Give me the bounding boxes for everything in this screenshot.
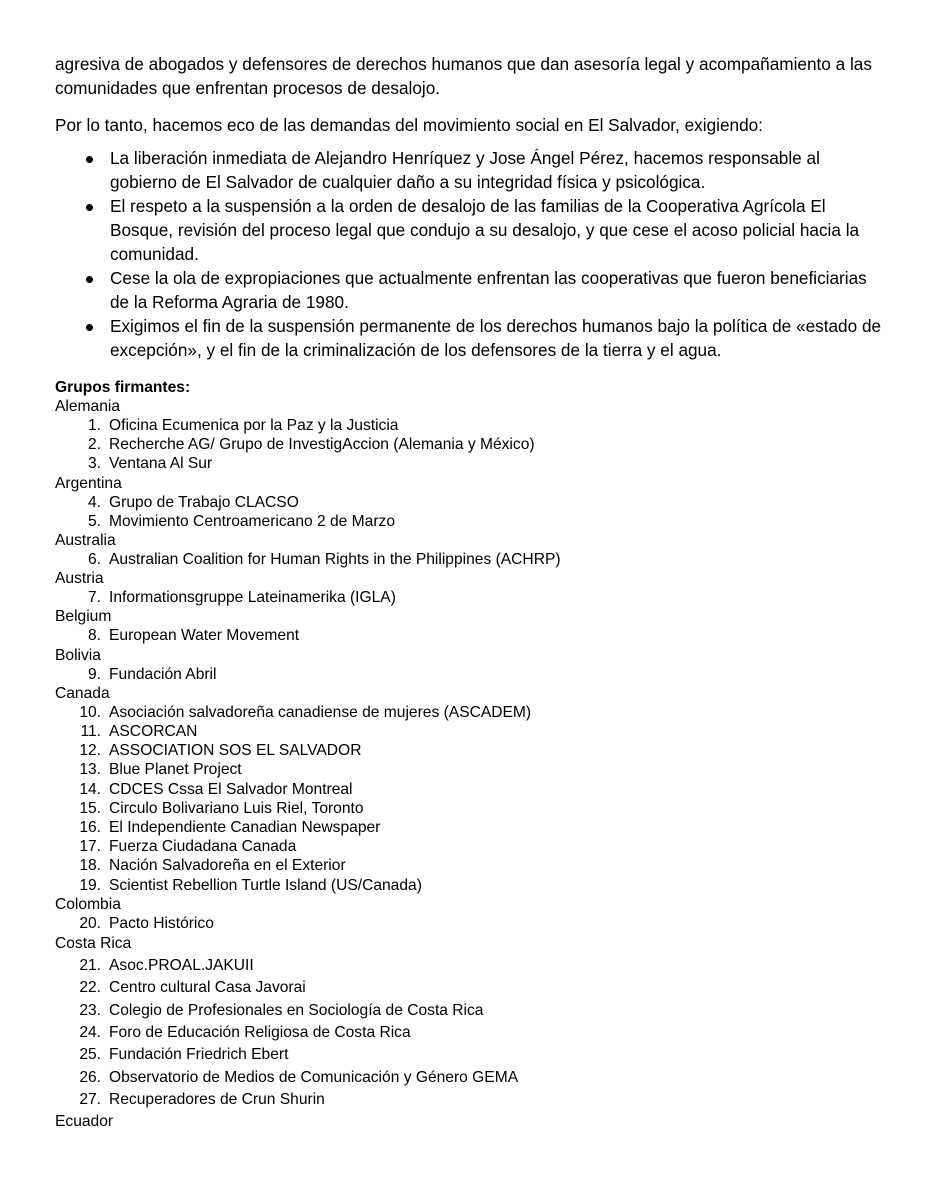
demand-item [55,266,885,314]
country-block [55,397,885,474]
org-item [55,914,885,933]
country-block [55,1111,885,1133]
org-name: Circulo Bolivariano Luis Riel, Toronto [109,799,364,817]
org-name: Nación Salvadoreña en el Exterior [109,857,346,875]
org-item [55,588,885,607]
org-number: 16. [79,819,101,837]
org-number: 6. [87,551,101,569]
org-item [55,1089,885,1111]
org-list [55,550,885,569]
org-name: Centro cultural Casa Javorai [109,979,306,997]
org-name: Observatorio de Medios de Comunicación y Género GEMA [109,1068,519,1086]
org-name: ASCORCAN [109,723,198,741]
bullet-icon [86,276,93,283]
org-number: 13. [79,761,101,779]
demand-text: El respeto a la suspensión a la orden de desalojo de las familias de la Cooperativa Agrícola El Bosque, revisión del proceso legal que condujo a su desalojo, y que cese el acoso policial hacia la comunidad. [110,196,860,264]
demand-text: La liberación inmediata de Alejandro Henríquez y Jose Ángel Pérez, hacemos responsable al gobierno de El Salvador de cualquier daño a su integridad física y psicológica. [110,148,820,192]
org-item [55,665,885,684]
org-item [55,856,885,875]
country-heading: Ecuador [55,1113,114,1131]
signatories-list [55,397,885,1133]
bullet-icon [86,324,93,331]
org-name: European Water Movement [109,627,300,645]
org-name: Asociación salvadoreña canadiense de mujeres (ASCADEM) [109,703,532,721]
demand-item [55,194,885,266]
org-item [55,435,885,454]
org-item [55,1044,885,1066]
country-block [55,531,885,569]
org-item [55,955,885,977]
org-number: 14. [79,780,101,798]
country-heading: Belgium [55,608,112,626]
org-item [55,454,885,473]
org-number: 10. [79,703,101,721]
country-block [55,607,885,645]
org-number: 26. [79,1068,101,1086]
org-item [55,493,885,512]
org-item [55,512,885,531]
country-heading: Alemania [55,398,121,415]
org-name: Colegio de Profesionales en Sociología de Costa Rica [109,1001,484,1019]
country-heading: Colombia [55,895,121,913]
org-number: 18. [79,857,101,875]
org-number: 4. [87,493,101,511]
org-name: Fuerza Ciudadana Canada [109,838,297,856]
org-name: Recuperadores de Crun Shurin [109,1090,325,1108]
org-list [55,955,885,1111]
country-heading: Australia [55,532,116,550]
org-number: 21. [79,957,101,975]
org-name: Fundación Abril [109,665,217,683]
org-number: 22. [79,979,101,997]
org-number: 24. [79,1023,101,1041]
org-name: Asoc.PROAL.JAKUII [109,957,254,975]
lead-paragraph: Por lo tanto, hacemos eco de las demandas del movimiento social en El Salvador, exigiendo: [55,115,763,135]
org-list [55,914,885,933]
country-heading: Austria [55,570,104,588]
demand-text: Cese la ola de expropiaciones que actualmente enfrentan las cooperativas que fueron beneficiarias de la Reforma Agraria de 1980. [110,268,867,312]
org-item [55,416,885,435]
org-number: 15. [79,799,101,817]
org-item [55,977,885,999]
org-item [55,818,885,837]
org-item [55,1067,885,1089]
country-heading: Bolivia [55,646,101,664]
org-number: 1. [87,417,101,434]
org-name: Recherche AG/ Grupo de InvestigAccion (Alemania y México) [109,436,535,454]
org-list [55,588,885,607]
org-item [55,703,885,722]
org-item [55,550,885,569]
org-name: Informationsgruppe Lateinamerika (IGLA) [109,589,396,607]
org-name: Grupo de Trabajo CLACSO [109,493,299,511]
org-item [55,799,885,818]
country-heading: Canada [55,684,110,702]
demand-item [55,314,885,362]
country-heading: Costa Rica [55,935,132,953]
org-list [55,703,885,895]
org-name: Fundación Friedrich Ebert [109,1046,289,1064]
org-item [55,760,885,779]
org-item [55,837,885,856]
org-name: Ventana Al Sur [109,455,213,473]
org-number: 7. [87,589,101,607]
document-page [55,52,885,1133]
bullet-icon [86,204,93,211]
org-list [55,493,885,531]
org-number: 19. [79,876,101,894]
org-name: Movimiento Centroamericano 2 de Marzo [109,512,396,530]
org-number: 25. [79,1046,101,1064]
signatories-heading: Grupos firmantes: [55,379,191,396]
org-number: 20. [79,914,101,932]
org-item [55,722,885,741]
org-number: 12. [79,742,101,760]
org-name: CDCES Cssa El Salvador Montreal [109,780,353,798]
org-number: 17. [79,838,101,856]
org-name: Blue Planet Project [109,761,242,779]
org-item [55,876,885,895]
country-block [55,646,885,684]
org-item [55,780,885,799]
org-number: 11. [80,723,101,741]
org-list [55,665,885,684]
intro-paragraph: agresiva de abogados y defensores de derechos humanos que dan asesoría legal y acompañamiento a las comunidades que enfrentan procesos de desalojo. [55,54,872,98]
org-number: 3. [87,455,101,473]
org-name: El Independiente Canadian Newspaper [109,819,381,837]
org-name: Scientist Rebellion Turtle Island (US/Canada) [109,876,422,894]
country-block [55,569,885,607]
org-name: Pacto Histórico [109,914,214,932]
org-item [55,741,885,760]
org-item [55,1000,885,1022]
org-number: 5. [87,512,101,530]
org-number: 8. [87,627,101,645]
org-name: Australian Coalition for Human Rights in the Philippines (ACHRP) [109,551,561,569]
demand-item [55,146,885,194]
org-list [55,626,885,645]
org-item [55,1022,885,1044]
org-list [55,416,885,474]
country-block [55,895,885,933]
org-name: Oficina Ecumenica por la Paz y la Justicia [109,417,399,434]
org-item [55,626,885,645]
org-name: ASSOCIATION SOS EL SALVADOR [109,742,362,760]
org-name: Foro de Educación Religiosa de Costa Rica [109,1023,411,1041]
country-block [55,933,885,1111]
bullet-icon [86,156,93,163]
country-heading: Argentina [55,474,122,492]
country-block [55,684,885,895]
demands-list [55,146,885,362]
demand-text: Exigimos el fin de la suspensión permanente de los derechos humanos bajo la política de «estado de excepción», y el fin de la criminalización de los defensores de la tierra y el agua. [110,316,882,360]
country-block [55,474,885,531]
org-number: 27. [79,1090,101,1108]
org-number: 2. [87,436,101,454]
org-number: 23. [79,1001,101,1019]
org-number: 9. [87,665,101,683]
